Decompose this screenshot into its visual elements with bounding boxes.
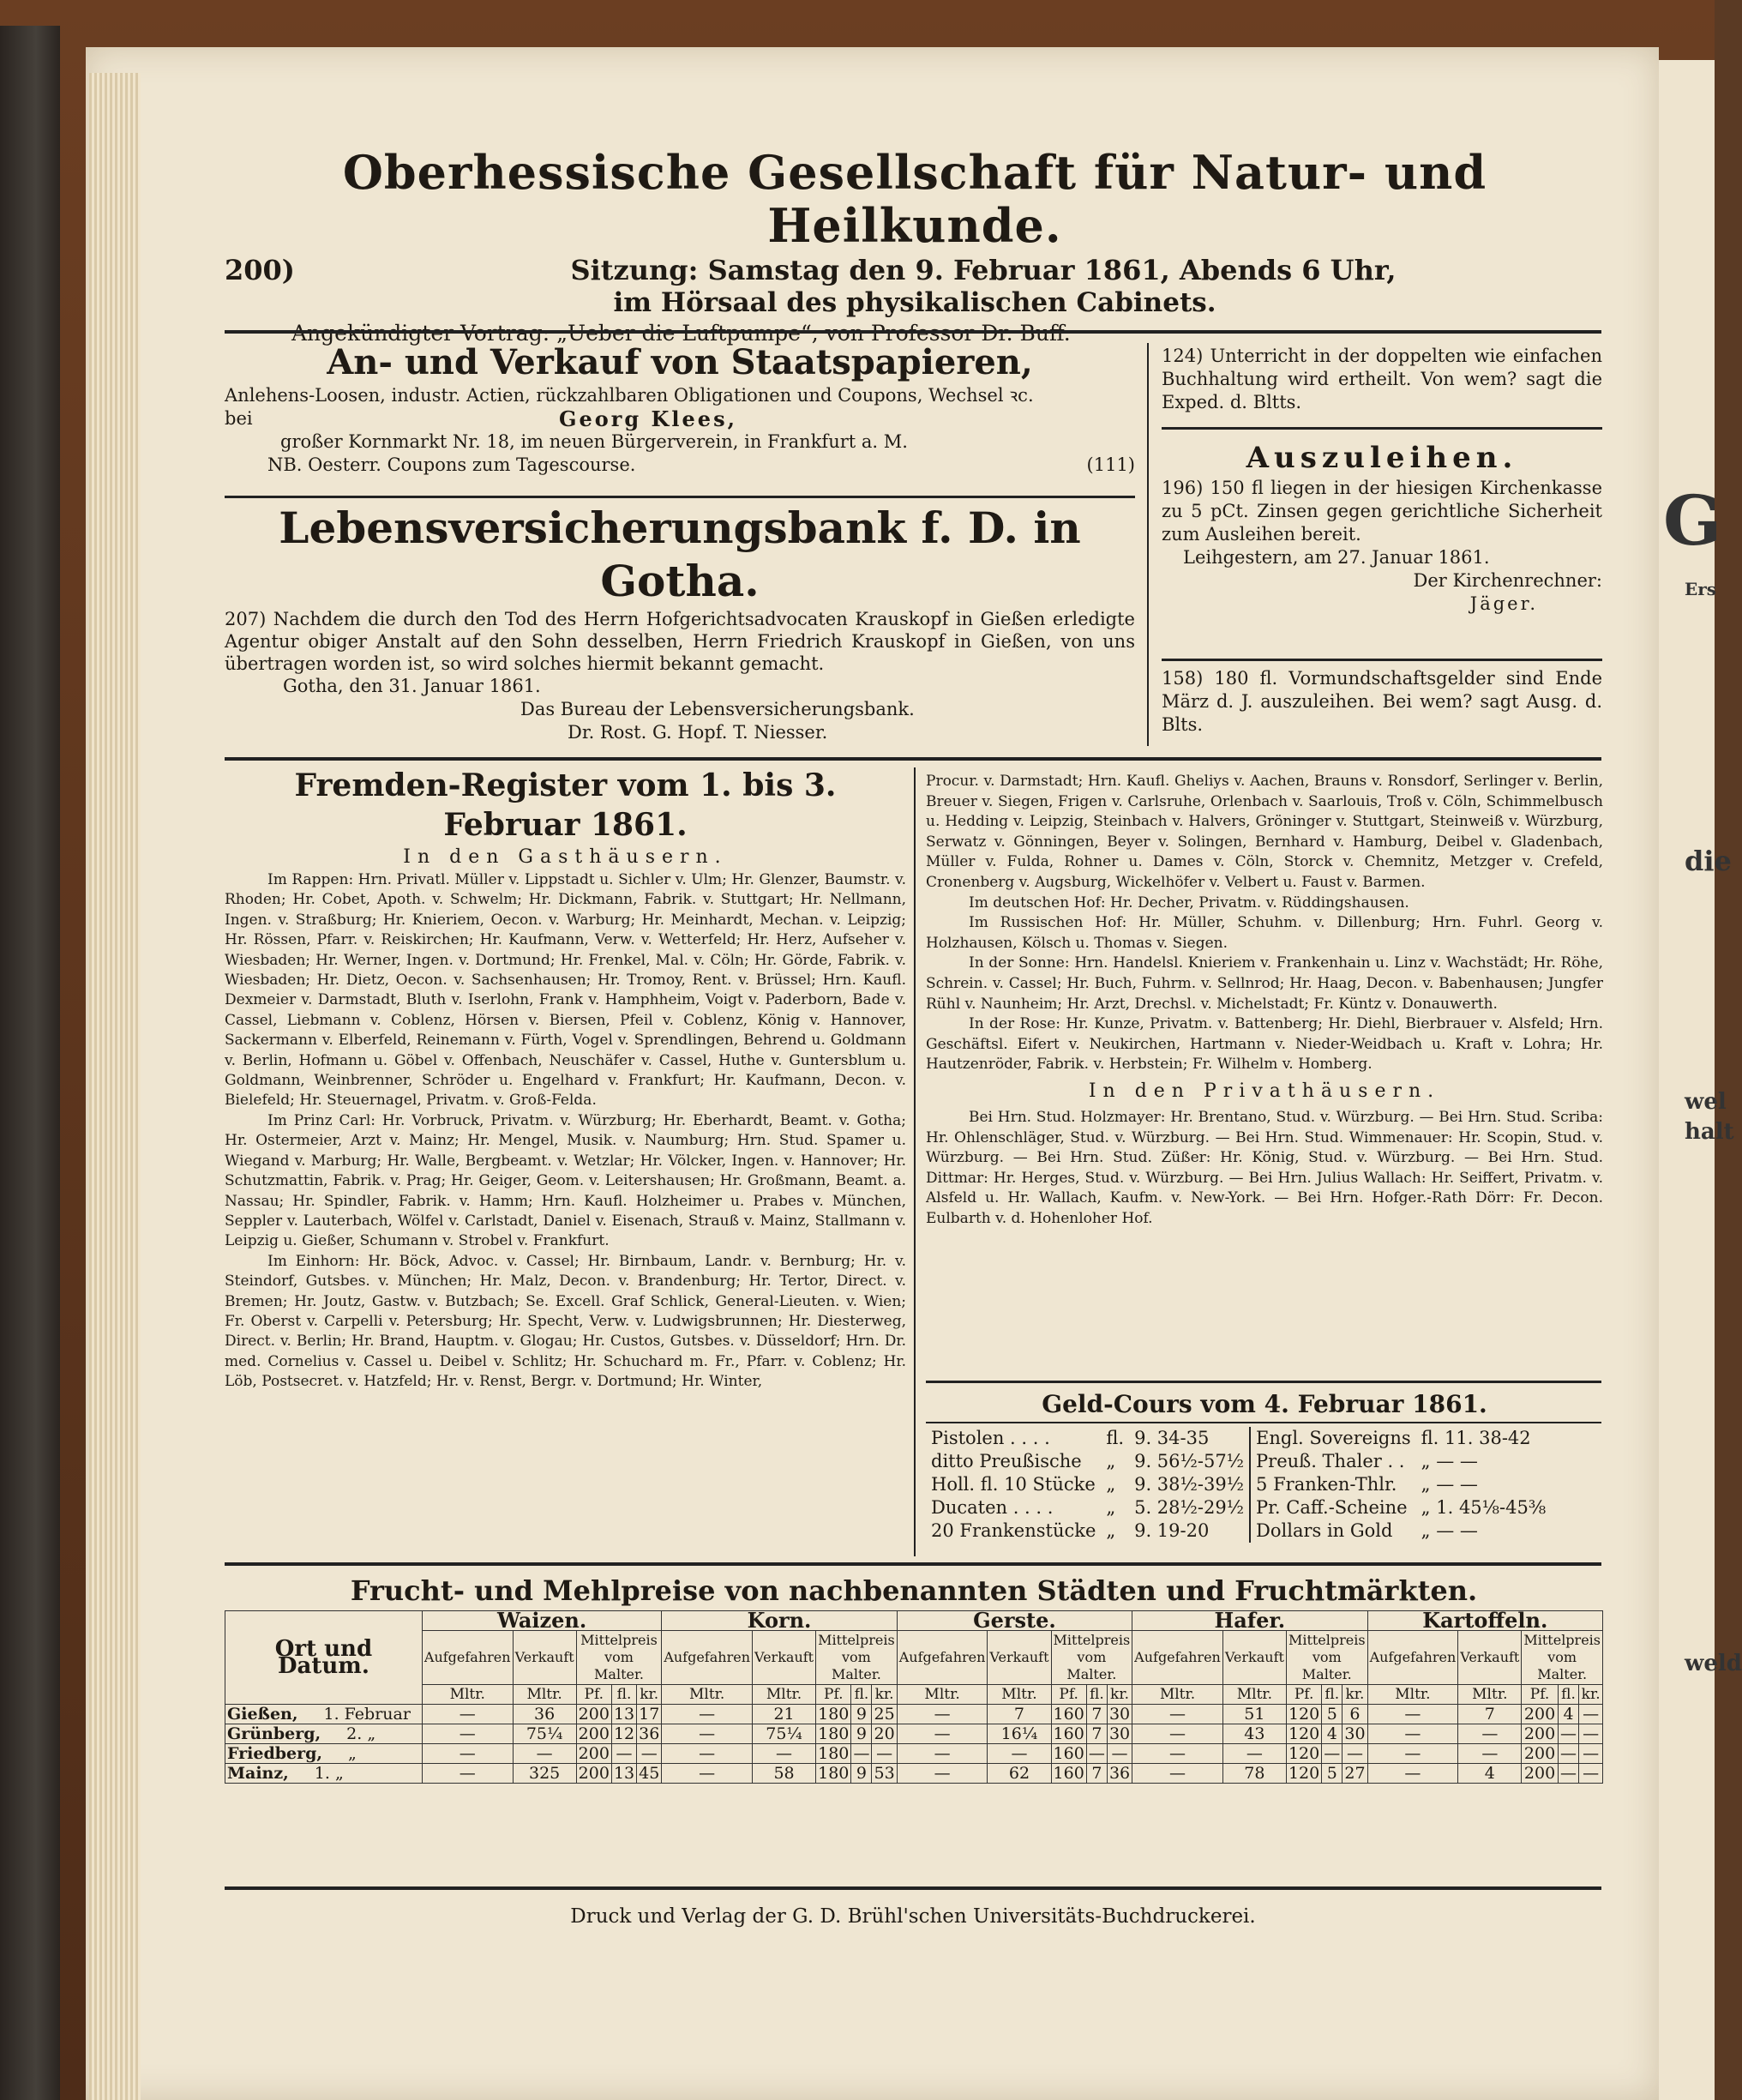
- ad-text: großer Kornmarkt Nr. 18, im neuen Bürgerverein, in Frankfurt a. M.: [280, 431, 908, 452]
- frucht-cell: 5: [1322, 1764, 1343, 1784]
- frucht-cell: 180: [816, 1705, 851, 1724]
- frucht-cell: 160: [1051, 1764, 1086, 1784]
- register-paragraph: Im deutschen Hof: Hr. Decher, Privatm. v. Rüddingshausen.: [969, 894, 1409, 912]
- ad-title: Auszuleihen.: [1246, 441, 1518, 475]
- meeting-place: im Hörsaal des physikalischen Cabinets.: [613, 287, 1216, 318]
- unit-header: Mltr.: [513, 1685, 576, 1705]
- frucht-cell: —: [422, 1744, 513, 1764]
- ort-date: 1. Februar: [323, 1705, 411, 1724]
- frucht-cell: 7: [988, 1705, 1051, 1724]
- frucht-cell: 120: [1286, 1744, 1321, 1764]
- sub-header: Mittelpreis vom Malter.: [1522, 1631, 1603, 1685]
- geld-row: [926, 1450, 1551, 1473]
- sub-header: Aufgefahren: [1132, 1631, 1223, 1685]
- geld-cell: Preuß. Thaler . .: [1256, 1451, 1405, 1471]
- group-header: Kartoffeln.: [1367, 1611, 1602, 1631]
- register-paragraph: Im Russischen Hof: Hr. Müller, Schuhm. v. Dillenburg; Hrn. Fuhrl. Georg v. Holzhausen, Kölsch u. Thomas v. Siegen.: [926, 914, 1603, 952]
- ad-date: Leihgestern, am 27. Januar 1861.: [1183, 547, 1490, 568]
- frucht-cell: —: [872, 1744, 897, 1764]
- ad-158: [1162, 667, 1602, 737]
- frucht-cell: 200: [1522, 1744, 1558, 1764]
- group-header: Hafer.: [1132, 1611, 1367, 1631]
- register-subheading: In den Privathäusern.: [1088, 1080, 1441, 1102]
- frucht-cell: 200: [576, 1744, 611, 1764]
- unit-header: Mltr.: [1132, 1685, 1223, 1705]
- frucht-cell: —: [1579, 1724, 1603, 1744]
- facing-page-text: halt: [1685, 1119, 1734, 1145]
- divider: [225, 1886, 1601, 1890]
- frucht-cell: 13: [611, 1705, 636, 1724]
- unit-header: Mltr.: [897, 1685, 988, 1705]
- divider: [1162, 427, 1602, 430]
- frucht-cell: —: [513, 1744, 576, 1764]
- frucht-cell: —: [662, 1724, 753, 1744]
- frucht-ort: [225, 1705, 423, 1724]
- register-subheading: In den Gasthäusern.: [403, 846, 728, 868]
- frucht-cell: 120: [1286, 1705, 1321, 1724]
- frucht-cell: —: [897, 1724, 988, 1744]
- geld-cell: „ — —: [1421, 1451, 1478, 1471]
- register-paragraph: Im Einhorn: Hr. Böck, Advoc. v. Cassel; Hr. Birnbaum, Landr. v. Bernburg; Hr. v. Steindorf, Gutsbes. v. München; Hr. Malz, Decon. v. Brandenburg; Hr. Tertor, Direct. v. Bremen; Hr. Joutz, Gastw. v. Butzbach; Se. Excell. Graf Schlick, General-Lieuten. v. Wien; Fr. Oberst v. Carpelli v. Petersburg; Hr. Specht, Verw. v. Ludwigsbrunnen; Hr. Diesterweg, Direct. v. Berlin; Hr. Brand, Hauptm. v. Glogau; Hr. Custos, Gutsbes. v. Düsseldorf; Hrn. Dr. med. Cornelius v. Cassel u. Deibel v. Schlitz; Hr. Schuchard m. Fr., Pfarr. v. Coblenz; Hr. Löb, Postsecret. v. Hatzfeld; Hr. v. Renst, Bergr. v. Dortmund; Hr. Winter,: [225, 1252, 906, 1391]
- ad-text: bei: [225, 408, 253, 429]
- frucht-cell: 53: [872, 1764, 897, 1784]
- frucht-cell: —: [897, 1744, 988, 1764]
- facing-page-text: die: [1685, 845, 1732, 877]
- ad-text: 158) 180 fl. Vormundschaftsgelder sind Ende März d. J. auszuleihen. Bei wem? sagt Ausg. d. Blts.: [1162, 668, 1602, 735]
- unit-header: fl.: [1086, 1685, 1107, 1705]
- frucht-cell: —: [1458, 1724, 1522, 1744]
- geld-cell: „: [1106, 1474, 1116, 1495]
- geld-cell: 5. 28½-29½: [1129, 1496, 1250, 1519]
- ad-signature: Das Bureau der Lebensversicherungsbank.: [520, 699, 915, 719]
- unit-header: Pf.: [1051, 1685, 1086, 1705]
- fruchtpreise: [225, 1571, 1603, 1784]
- geld-row: [926, 1496, 1551, 1519]
- page-stack-edge: [89, 73, 141, 2100]
- group-header: Gerste.: [897, 1611, 1132, 1631]
- society-title: Oberhessische Gesellschaft für Natur- und Heilkunde.: [342, 145, 1487, 253]
- unit-header: Mltr.: [1222, 1685, 1286, 1705]
- ort-name: Gießen,: [227, 1705, 298, 1724]
- frucht-cell: 160: [1051, 1744, 1086, 1764]
- sub-header: Verkauft: [513, 1631, 576, 1685]
- geld-cell: „: [1106, 1451, 1116, 1471]
- geld-table: [926, 1427, 1551, 1543]
- frucht-ort: [225, 1764, 423, 1784]
- register-paragraph: In der Sonne: Hrn. Handelsl. Knieriem v. Frankenhain u. Linz v. Wachstädt; Hr. Röhe, Schrein. v. Cassel; Hr. Buch, Fuhrm. v. Sellnrod; Hr. Haag, Decon. v. Babenhausen; Jungfer Rühl v. Naunheim; Hr. Arzt, Drechsl. v. Michelstadt; Fr. Küntz v. Donauwerth.: [926, 954, 1603, 1013]
- frucht-cell: —: [1579, 1764, 1603, 1784]
- unit-header: Pf.: [1522, 1685, 1558, 1705]
- unit-header: Mltr.: [1458, 1685, 1522, 1705]
- frucht-cell: 58: [753, 1764, 816, 1784]
- register-paragraph: Procur. v. Darmstadt; Hrn. Kaufl. Gheliys v. Aachen, Brauns v. Ronsdorf, Serlinger v. Berlin, Breuer v. Siegen, Frigen v. Carlsruhe, Orlenbach v. Saarlouis, Troß v. Cöln, Schimmelbusch u. Hedding v. Leipzig, Steinbach v. Halvers, Gröninger v. Stuttgart, Steinweiß v. Würzburg, Serwatz v. Gönningen, Beyer v. Solingen, Bernhard v. Hamburg, Deibel v. Gladenbach, Müller v. Fulda, Rohner u. Dames v. Cöln, Storck v. Chemnitz, Metzger v. Crefeld, Cronenberg v. Augsburg, Wickelhöfer v. Velbert u. Faust v. Barmen.: [926, 773, 1603, 891]
- frucht-row: [225, 1705, 1603, 1724]
- meeting-line: Sitzung: Samstag den 9. Februar 1861, Abends 6 Uhr,: [570, 254, 1397, 286]
- sub-header: Mittelpreis vom Malter.: [576, 1631, 662, 1685]
- frucht-cell: 200: [576, 1724, 611, 1744]
- frucht-cell: —: [1458, 1744, 1522, 1764]
- frucht-cell: 5: [1322, 1705, 1343, 1724]
- frucht-cell: 4: [1558, 1705, 1579, 1724]
- ort-date: 2. „: [346, 1724, 376, 1743]
- geld-row: [926, 1427, 1551, 1450]
- geld-cell: 9. 34-35: [1129, 1427, 1250, 1450]
- frucht-cell: —: [988, 1744, 1051, 1764]
- frucht-title: Frucht- und Mehlpreise von nachbenannten Städten und Fruchtmärkten.: [350, 1574, 1478, 1607]
- frucht-cell: 25: [872, 1705, 897, 1724]
- frucht-table: [225, 1610, 1603, 1784]
- frucht-cell: 160: [1051, 1724, 1086, 1744]
- frucht-cell: 9: [851, 1764, 872, 1784]
- frucht-cell: 200: [1522, 1764, 1558, 1784]
- frucht-cell: 17: [637, 1705, 662, 1724]
- register-paragraph: In der Rose: Hr. Kunze, Privatm. v. Battenberg; Hr. Diehl, Bierbrauer v. Alsfeld; Hrn. Geschäftsl. Eifert v. Neukirchen, Hartmann v. Nieder-Weidbach u. Kraft v. Lohra; Hr. Hautzenröder, Fabrik. v. Herbstein; Fr. Wilhelm v. Homberg.: [926, 1015, 1603, 1074]
- frucht-cell: 160: [1051, 1705, 1086, 1724]
- ad-text: 207) Nachdem die durch den Tod des Herrn Hofgerichtsadvocaten Krauskopf in Gießen erledigte Agentur obiger Anstalt auf den Sohn desselben, Herrn Friedrich Krauskopf in Gießen, von uns übertragen worden ist, so wird solches hiermit bekannt gemacht.: [225, 609, 1135, 674]
- frucht-cell: —: [1132, 1705, 1223, 1724]
- ad-signature: Jäger.: [1469, 593, 1538, 614]
- unit-header: Mltr.: [422, 1685, 513, 1705]
- sub-header: Aufgefahren: [422, 1631, 513, 1685]
- fremden-register-right: [926, 772, 1603, 1229]
- frucht-cell: 6: [1343, 1705, 1367, 1724]
- frucht-cell: —: [1322, 1744, 1343, 1764]
- frucht-cell: —: [1579, 1705, 1603, 1724]
- frucht-cell: 7: [1086, 1724, 1107, 1744]
- geld-cours: [926, 1387, 1603, 1543]
- frucht-cell: —: [1107, 1744, 1132, 1764]
- geld-cell: 5 Franken-Thlr.: [1256, 1474, 1397, 1495]
- frucht-cell: 43: [1222, 1724, 1286, 1744]
- sub-header: Aufgefahren: [662, 1631, 753, 1685]
- frucht-cell: —: [897, 1764, 988, 1784]
- frucht-cell: 4: [1322, 1724, 1343, 1744]
- frucht-cell: 16¼: [988, 1724, 1051, 1744]
- divider: [225, 330, 1601, 334]
- ort-name: Mainz,: [227, 1764, 289, 1783]
- frucht-cell: 180: [816, 1744, 851, 1764]
- geld-cell: fl.: [1106, 1428, 1125, 1448]
- unit-header: Mltr.: [753, 1685, 816, 1705]
- frucht-cell: 36: [1107, 1764, 1132, 1784]
- ort-name: Friedberg,: [227, 1744, 323, 1763]
- frucht-cell: 120: [1286, 1724, 1321, 1744]
- ort-date: „: [348, 1744, 357, 1763]
- geld-cell: 9. 38½-39½: [1129, 1473, 1250, 1496]
- frucht-cell: 7: [1086, 1764, 1107, 1784]
- geld-row: [926, 1473, 1551, 1496]
- frucht-cell: 62: [988, 1764, 1051, 1784]
- facing-page-text: wel: [1685, 1089, 1727, 1115]
- frucht-cell: —: [422, 1705, 513, 1724]
- unit-header: kr.: [872, 1685, 897, 1705]
- unit-header: Pf.: [816, 1685, 851, 1705]
- ad-124: [1162, 345, 1602, 414]
- frucht-cell: —: [1343, 1744, 1367, 1764]
- frucht-cell: 120: [1286, 1764, 1321, 1784]
- book-spine: [0, 26, 60, 2100]
- frucht-cell: 45: [637, 1764, 662, 1784]
- frucht-cell: 325: [513, 1764, 576, 1784]
- unit-header: fl.: [1322, 1685, 1343, 1705]
- unit-header: kr.: [637, 1685, 662, 1705]
- frucht-cell: —: [1367, 1764, 1458, 1784]
- frucht-cell: 7: [1458, 1705, 1522, 1724]
- society-header: [225, 146, 1605, 348]
- unit-header: fl.: [611, 1685, 636, 1705]
- column-divider: [914, 767, 916, 1556]
- geld-cell: ditto Preußische: [931, 1451, 1082, 1471]
- facing-page-text: Ers: [1685, 579, 1717, 599]
- frucht-cell: —: [611, 1744, 636, 1764]
- geld-cell: fl. 11. 38-42: [1421, 1428, 1531, 1448]
- column-divider: [1147, 343, 1149, 746]
- frucht-cell: 36: [513, 1705, 576, 1724]
- sub-header: Aufgefahren: [897, 1631, 988, 1685]
- divider: [926, 1381, 1601, 1383]
- ad-name: Georg Klees,: [559, 406, 737, 431]
- frucht-cell: 180: [816, 1764, 851, 1784]
- geld-cell: 9. 19-20: [1129, 1519, 1250, 1543]
- frucht-cell: —: [662, 1705, 753, 1724]
- ad-auszuleihen: [1162, 439, 1602, 616]
- ad-text: 196) 150 fl liegen in der hiesigen Kirchenkasse zu 5 pCt. Zinsen gegen gerichtliche Sicherheit zum Ausleihen bereit.: [1162, 478, 1602, 545]
- ad-text: 124) Unterricht in der doppelten wie einfachen Buchhaltung wird ertheilt. Von wem? sagt die Exped. d. Bltts.: [1162, 346, 1602, 412]
- geld-cell: „: [1106, 1520, 1116, 1541]
- ad-signature: Dr. Rost. G. Hopf. T. Niesser.: [568, 722, 828, 743]
- ad-date: Gotha, den 31. Januar 1861.: [283, 676, 541, 696]
- sub-header: Mittelpreis vom Malter.: [1286, 1631, 1367, 1685]
- col-ort: Ort und Datum.: [225, 1611, 423, 1705]
- frucht-cell: —: [1132, 1744, 1223, 1764]
- sub-header: Verkauft: [1222, 1631, 1286, 1685]
- frucht-cell: 12: [611, 1724, 636, 1744]
- frucht-cell: 9: [851, 1705, 872, 1724]
- sub-header: Verkauft: [753, 1631, 816, 1685]
- frucht-cell: 75¼: [753, 1724, 816, 1744]
- unit-header: Mltr.: [1367, 1685, 1458, 1705]
- ad-number: 200): [225, 254, 295, 286]
- frucht-cell: 9: [851, 1724, 872, 1744]
- frucht-cell: —: [422, 1764, 513, 1784]
- facing-page-letter: G: [1663, 480, 1722, 561]
- geld-cell: 9. 56½-57½: [1129, 1450, 1250, 1473]
- frucht-cell: —: [1558, 1764, 1579, 1784]
- divider: [225, 1562, 1601, 1566]
- frucht-cell: 20: [872, 1724, 897, 1744]
- geld-cell: „ — —: [1421, 1474, 1478, 1495]
- unit-header: Pf.: [576, 1685, 611, 1705]
- sub-header: Mittelpreis vom Malter.: [816, 1631, 898, 1685]
- facing-page-text: weld: [1685, 1651, 1742, 1676]
- frucht-cell: 30: [1107, 1724, 1132, 1744]
- printer-footer: Druck und Verlag der G. D. Brühl'schen Universitäts-Buchdruckerei.: [570, 1905, 1256, 1928]
- frucht-cell: —: [1579, 1744, 1603, 1764]
- sub-header: Verkauft: [1458, 1631, 1522, 1685]
- geld-cell: Pistolen . . . .: [931, 1428, 1050, 1448]
- geld-cell: Ducaten . . . .: [931, 1497, 1054, 1518]
- ort-name: Grünberg,: [227, 1724, 321, 1743]
- register-paragraph: Bei Hrn. Stud. Holzmayer: Hr. Brentano, Stud. v. Würzburg. — Bei Hrn. Stud. Scriba: Hr. Ohlenschläger, Stud. v. Würzburg. — Bei Hrn. Stud. Wimmenauer: Hr. Scopin, Stud. v. Würzburg. — Bei Hrn. Stud. Züßer: Hr. König, Stud. v. Würzburg. — Bei Hrn. Stud. Dittmar: Hr. Herges, Stud. v. Würzburg. — Bei Hrn. Julius Wallach: Hr. Seiffert, Privatm. v. Alsfeld u. Hr. Wallach, Kaufm. v. New-York. — Bei Hrn. Hofger.-Rath Dörr: Fr. Decon. Eulbarth v. d. Hohenloher Hof.: [926, 1108, 1603, 1227]
- frucht-ort: [225, 1724, 423, 1744]
- frucht-row: [225, 1764, 1603, 1784]
- frucht-cell: 200: [1522, 1724, 1558, 1744]
- geld-row: [926, 1519, 1551, 1543]
- geld-cell: Engl. Sovereigns: [1256, 1428, 1411, 1448]
- frucht-cell: —: [662, 1744, 753, 1764]
- register-paragraph: Im Rappen: Hrn. Privatl. Müller v. Lippstadt u. Sichler v. Ulm; Hr. Glenzer, Baumstr. v. Rhoden; Hr. Cobet, Apoth. v. Schwelm; Hr. Dickmann, Fabrik. v. Stuttgart; Hr. Nellmann, Ingen. v. Straßburg; Hr. Knieriem, Oecon. v. Warburg; Hr. Meinhardt, Mechan. v. Leipzig; Hr. Rössen, Pfarr. v. Reiskirchen; Hr. Kaufmann, Verw. v. Wetterfeld; Hr. Herz, Aufseher v. Wiesbaden; Hr. Werner, Ingen. v. Dortmund; Hr. Frenkel, Mal. v. Cöln; Hr. Görde, Fabrik. v. Wiesbaden; Hr. Dietz, Oecon. v. Sachsenhausen; Hr. Tromoy, Rent. v. Brüssel; Hrn. Kaufl. Dexmeier v. Darmstadt, Bluth v. Iserlohn, Frank v. Hamphheim, Voigt v. Paderborn, Bade v. Cassel, Liebmann v. Coblenz, Hörsen v. Biersen, Pfeil v. Coblenz, König v. Hannover, Sackermann v. Elberfeld, Reinemann v. Fürth, Vogel v. Sprendlingen, Behrend u. Goldmann v. Berlin, Hofmann u. Göbel v. Offenbach, Neuschäfer v. Cassel, Huthe v. Guntersblum u. Goldmann, Weinbrenner, Schröder u. Engelhard v. Frankfurt; Hr. Kaufmann, Decon. v. Bielefeld; Hr. Steuernagel, Privatm. v. Groß-Felda.: [225, 871, 906, 1110]
- frucht-cell: 27: [1343, 1764, 1367, 1784]
- frucht-cell: 13: [611, 1764, 636, 1784]
- geld-cell: „ 1. 45⅛-45⅜: [1421, 1497, 1547, 1518]
- frucht-ort: [225, 1744, 423, 1764]
- frucht-cell: —: [753, 1744, 816, 1764]
- frucht-cell: —: [1132, 1764, 1223, 1784]
- frucht-cell: 200: [576, 1705, 611, 1724]
- fremden-register-left: [225, 766, 906, 1393]
- frucht-cell: —: [1558, 1724, 1579, 1744]
- frucht-cell: 7: [1086, 1705, 1107, 1724]
- frucht-cell: —: [1086, 1744, 1107, 1764]
- frucht-cell: 21: [753, 1705, 816, 1724]
- unit-header: Mltr.: [662, 1685, 753, 1705]
- register-title: Fremden-Register vom 1. bis 3. Februar 1861.: [294, 767, 837, 843]
- ad-ref: (111): [1086, 454, 1135, 475]
- frucht-cell: —: [1367, 1744, 1458, 1764]
- frucht-cell: 200: [576, 1764, 611, 1784]
- frucht-cell: 30: [1343, 1724, 1367, 1744]
- group-header: Waizen.: [422, 1611, 661, 1631]
- frucht-row: [225, 1744, 1603, 1764]
- divider: [225, 757, 1601, 761]
- frucht-cell: —: [662, 1764, 753, 1784]
- geld-title: Geld-Cours vom 4. Februar 1861.: [1042, 1390, 1487, 1418]
- geld-cell: „ — —: [1421, 1520, 1478, 1541]
- divider: [225, 496, 1135, 498]
- frucht-cell: —: [851, 1744, 872, 1764]
- register-entries: [225, 870, 906, 1393]
- geld-cell: Pr. Caff.-Scheine: [1256, 1497, 1408, 1518]
- frucht-cell: 75¼: [513, 1724, 576, 1744]
- unit-header: kr.: [1343, 1685, 1367, 1705]
- ad-title: An- und Verkauf von Staatspapieren,: [327, 342, 1033, 382]
- frucht-cell: —: [637, 1744, 662, 1764]
- frucht-row: [225, 1724, 1603, 1744]
- sub-header: Mittelpreis vom Malter.: [1051, 1631, 1132, 1685]
- unit-header: Mltr.: [988, 1685, 1051, 1705]
- geld-cell: Dollars in Gold: [1256, 1520, 1393, 1541]
- sub-header: Verkauft: [988, 1631, 1051, 1685]
- geld-cell: 20 Frankenstücke: [931, 1520, 1096, 1541]
- frucht-cell: —: [1558, 1744, 1579, 1764]
- frucht-cell: —: [897, 1705, 988, 1724]
- geld-cell: Holl. fl. 10 Stücke: [931, 1474, 1096, 1495]
- frucht-cell: 78: [1222, 1764, 1286, 1784]
- frucht-cell: 30: [1107, 1705, 1132, 1724]
- ad-title: Lebensversicherungsbank f. D. in Gotha.: [279, 502, 1081, 606]
- group-header: Korn.: [662, 1611, 897, 1631]
- unit-header: fl.: [1558, 1685, 1579, 1705]
- frucht-cell: 200: [1522, 1705, 1558, 1724]
- unit-header: kr.: [1579, 1685, 1603, 1705]
- sub-header: Aufgefahren: [1367, 1631, 1458, 1685]
- frucht-cell: —: [1367, 1724, 1458, 1744]
- frucht-cell: —: [1367, 1705, 1458, 1724]
- ad-text: Anlehens-Loosen, industr. Actien, rückzahlbaren Obligationen und Coupons, Wechsel ꝛc.: [225, 385, 1034, 406]
- geld-cell: „: [1106, 1497, 1116, 1518]
- frucht-cell: 36: [637, 1724, 662, 1744]
- unit-header: Pf.: [1286, 1685, 1321, 1705]
- register-paragraph: Im Prinz Carl: Hr. Vorbruck, Privatm. v. Würzburg; Hr. Eberhardt, Beamt. v. Gotha; Hr. Ostermeier, Arzt v. Mainz; Hr. Mengel, Musik. v. Naumburg; Hrn. Stud. Spamer u. Wiegand v. Marburg; Hr. Walle, Bergbeamt. v. Wetzlar; Hr. Völcker, Ingen. v. Hannover; Hr. Schutzmattin, Fabrik. v. Prag; Hr. Geiger, Geom. v. Leitershausen; Hr. Großmann, Beamt. a. Nassau; Hr. Spindler, Fabrik. v. Hamm; Hrn. Kaufl. Holzheimer u. Prabes v. München, Seppler v. Lauterbach, Wölfel v. Carlstadt, Daniel v. Eisenach, Strauß v. Mainz, Stallmann v. Leipzig u. Gießer, Schumann v. Strobel v. Frankfurt.: [225, 1111, 906, 1250]
- frucht-cell: —: [1132, 1724, 1223, 1744]
- ad-gotha: [225, 502, 1135, 744]
- unit-header: fl.: [851, 1685, 872, 1705]
- frucht-cell: 180: [816, 1724, 851, 1744]
- ort-date: 1. „: [314, 1764, 344, 1783]
- ad-staatspapiere: [225, 341, 1135, 477]
- ad-signature: Der Kirchenrechner:: [1413, 570, 1602, 591]
- frucht-cell: 4: [1458, 1764, 1522, 1784]
- ad-text: NB. Oesterr. Coupons zum Tagescourse.: [267, 454, 636, 475]
- frucht-cell: 51: [1222, 1705, 1286, 1724]
- unit-header: kr.: [1107, 1685, 1132, 1705]
- frucht-cell: —: [422, 1724, 513, 1744]
- divider: [1162, 659, 1602, 661]
- frucht-cell: —: [1222, 1744, 1286, 1764]
